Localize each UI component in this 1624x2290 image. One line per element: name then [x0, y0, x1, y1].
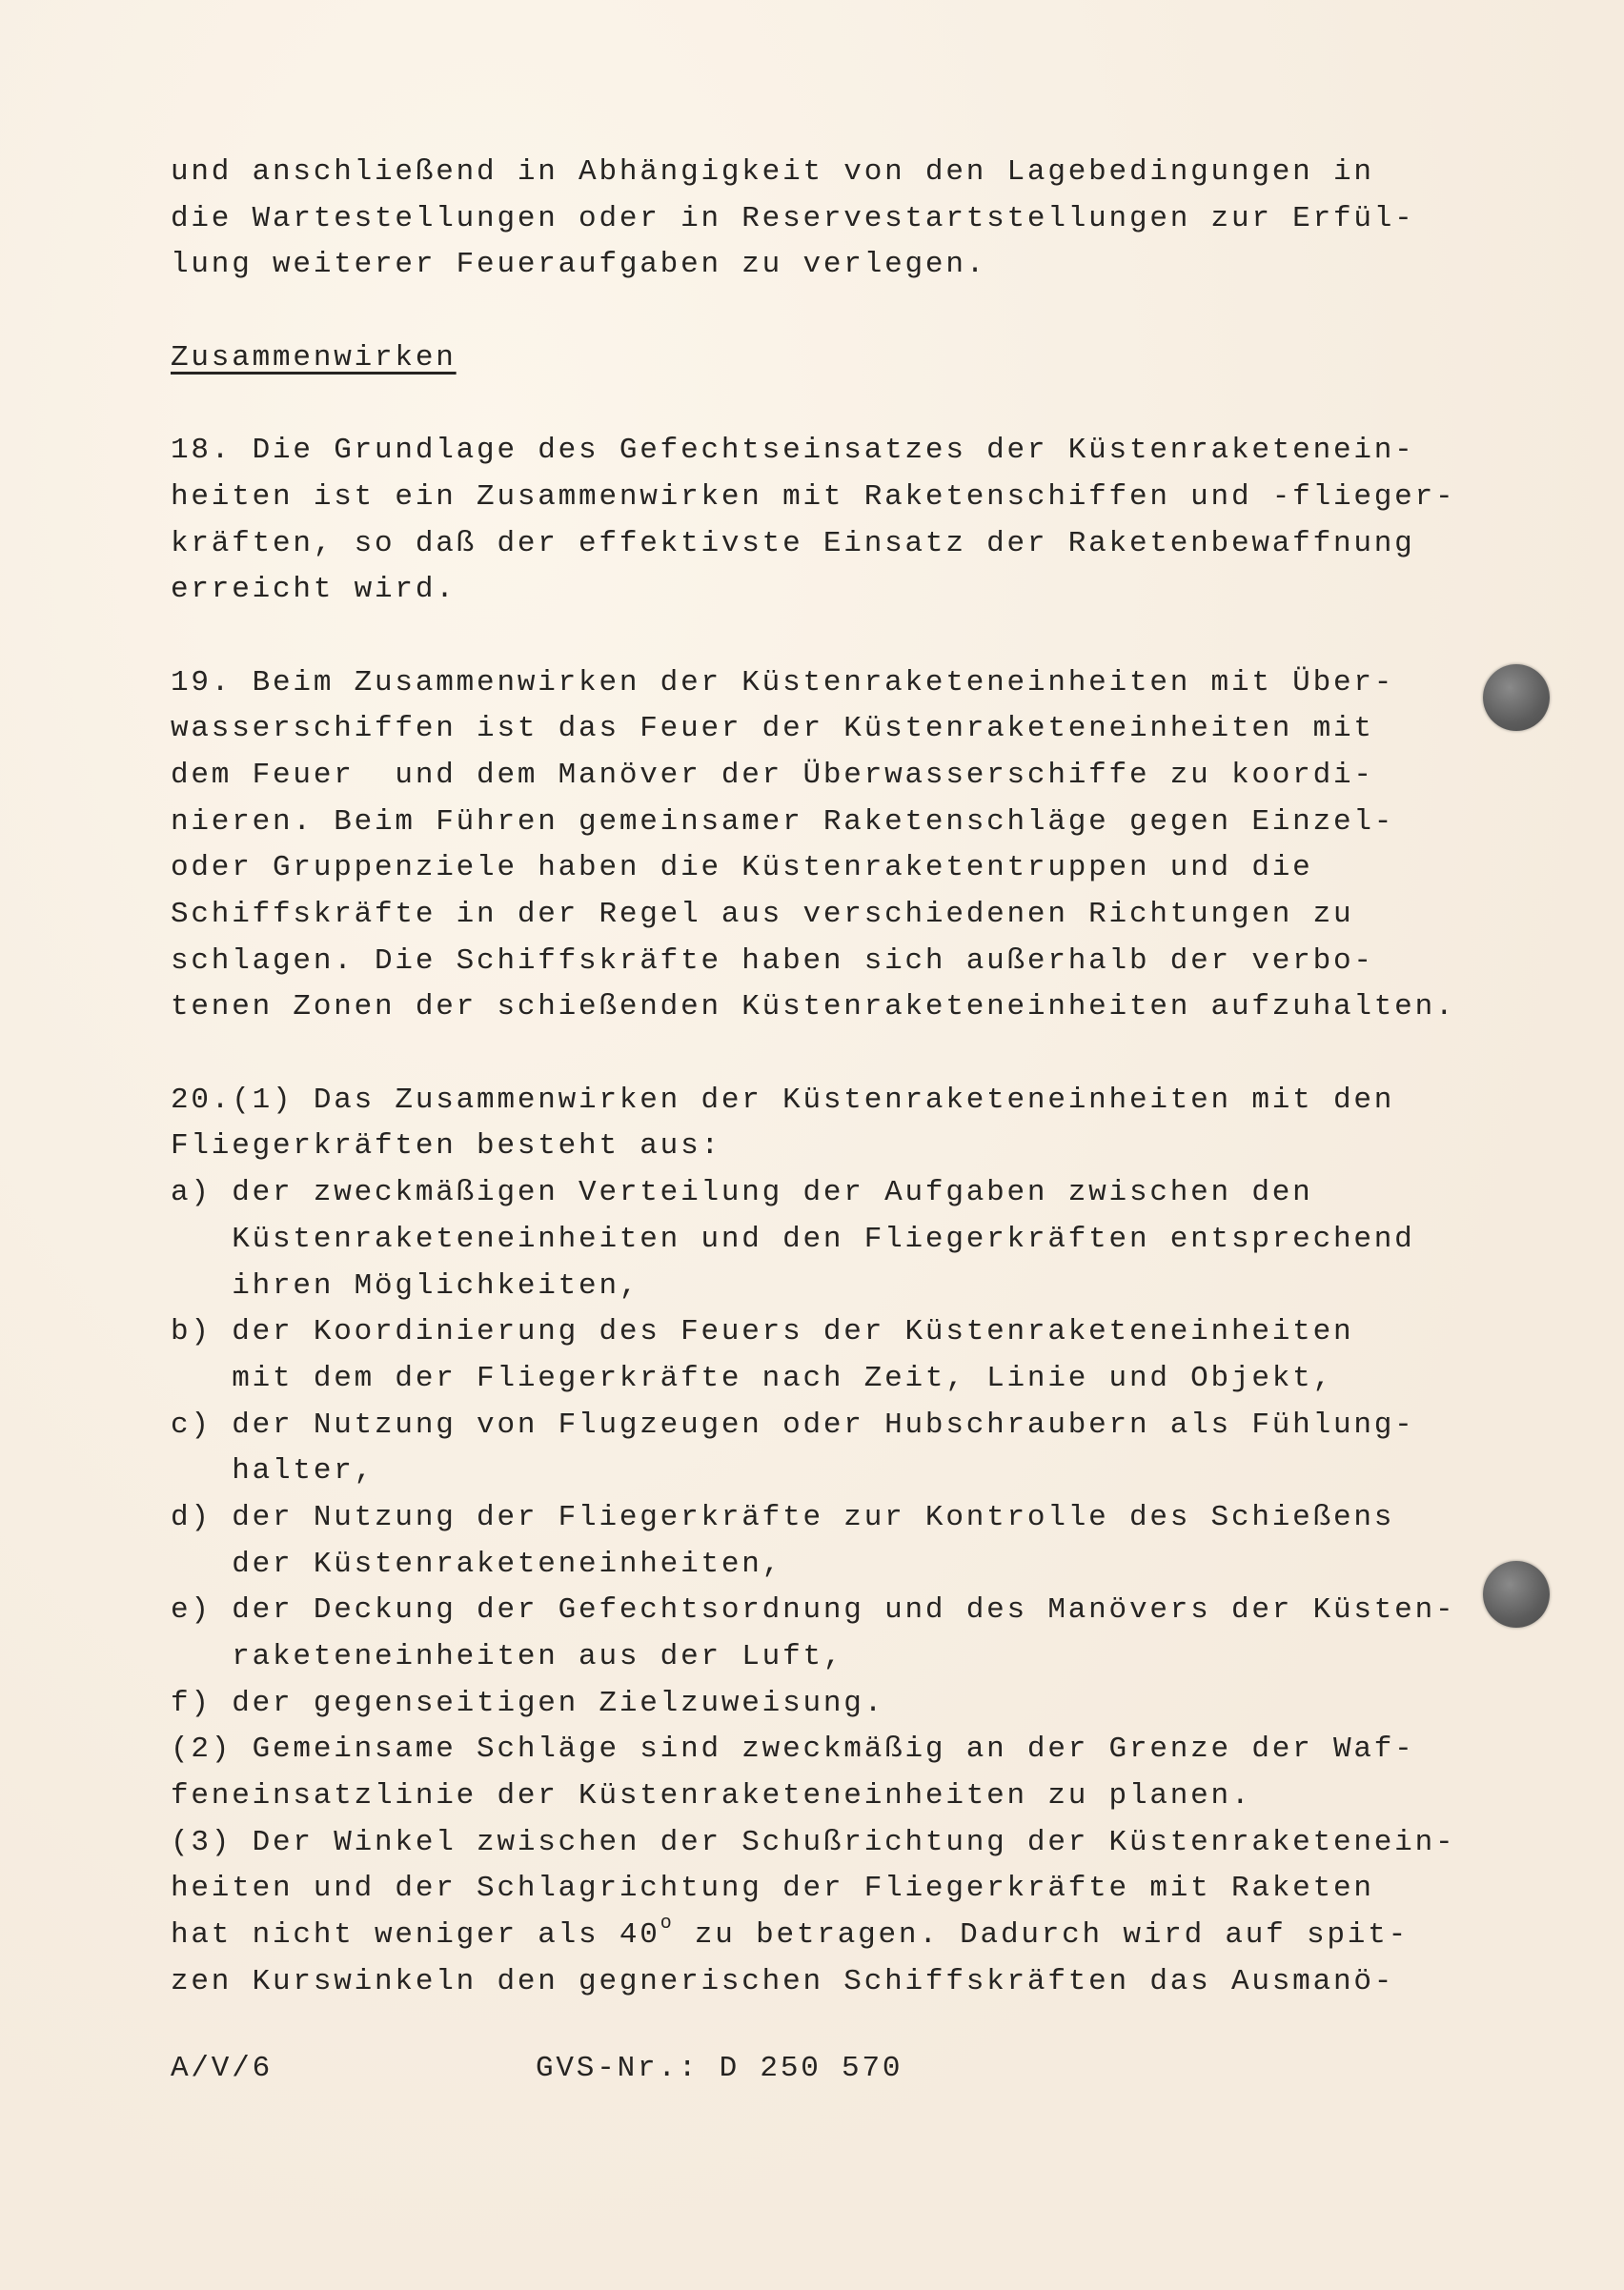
text-line [171, 1078, 1410, 1125]
line-text: hat nicht weniger als 40 [171, 1918, 660, 1953]
text-line [171, 1170, 1410, 1217]
blank-line [171, 1031, 1410, 1078]
line-text: Schiffskräfte in der Regel aus verschiedenen Richtungen zu [171, 898, 1354, 931]
text-line [171, 845, 1410, 892]
text-line [171, 1866, 1410, 1913]
line-text: Zusammenwirken [171, 340, 457, 375]
document-body [171, 150, 1456, 2006]
line-text: a) der zweckmäßigen Verteilung der Aufgaben zwischen den [171, 1176, 1313, 1210]
text-line [171, 753, 1410, 800]
line-text: f) der gegenseitigen Zielzuweisung. [171, 1686, 885, 1720]
line-text: der Küstenraketeneinheiten, [171, 1547, 783, 1581]
line-text: b) der Koordinierung des Feuers der Küstenraketeneinheiten [171, 1315, 1354, 1349]
line-text: Fliegerkräften besteht aus: [171, 1129, 721, 1164]
text-line [171, 1217, 1415, 1264]
blank-line [171, 289, 1410, 335]
text-line [171, 1403, 1415, 1449]
line-text: raketeneinheiten aus der Luft, [171, 1640, 844, 1673]
blank-line [171, 614, 1410, 660]
text-line [171, 1773, 1410, 1820]
line-text: (3) Der Winkel zwischen der Schußrichtung der Küstenraketenein- [171, 1825, 1456, 1859]
text-line [171, 1959, 1410, 2006]
text-line [171, 521, 1415, 568]
text-line [171, 1820, 1456, 1867]
line-text: ihren Möglichkeiten, [171, 1268, 640, 1303]
text-line [171, 567, 1410, 614]
line-text: die Wartestellungen oder in Reservestartstellungen zur Erfül- [171, 201, 1415, 235]
text-line [171, 1124, 1410, 1170]
gvs-number: GVS-Nr.: D 250 570 [536, 2052, 903, 2085]
line-text: und anschließend in Abhängigkeit von den Lagebedingungen in [171, 155, 1374, 189]
line-text: (2) Gemeinsame Schläge sind zweckmäßig an der Grenze der Waf- [171, 1733, 1415, 1767]
text-line [171, 660, 1410, 707]
text-line [171, 1264, 1410, 1310]
line-text: mit dem der Fliegerkräfte nach Zeit, Linie und Objekt, [171, 1361, 1333, 1395]
line-text: halter, [171, 1454, 376, 1489]
line-text: zen Kurswinkeln den gegnerischen Schiffskräften das Ausmanö- [171, 1964, 1395, 1998]
text-line [171, 892, 1410, 939]
line-text-continued: zu betragen. Dadurch wird auf spit- [674, 1918, 1410, 1953]
line-text: 19. Beim Zusammenwirken der Küstenraketeneinheiten mit Über- [171, 665, 1395, 699]
text-line [171, 242, 1410, 289]
line-text: heiten ist ein Zusammenwirken mit Raketenschiffen und -flieger- [171, 479, 1456, 514]
text-line [171, 428, 1415, 475]
blank-line [171, 381, 1410, 428]
text-line [171, 939, 1410, 985]
text-line [171, 984, 1456, 1031]
line-text: 20.(1) Das Zusammenwirken der Küstenraketeneinheiten mit den [171, 1083, 1395, 1117]
text-line [171, 196, 1415, 243]
line-text: kräften, so daß der effektivste Einsatz der Raketenbewaffnung [171, 526, 1415, 560]
punch-hole [1483, 664, 1550, 731]
line-text: oder Gruppenziele haben die Küstenraketentruppen und die [171, 851, 1313, 885]
text-line [171, 1727, 1415, 1773]
text-line [171, 1681, 1410, 1728]
line-text: erreicht wird. [171, 573, 457, 607]
degree-superscript: o [660, 1912, 675, 1935]
line-text: e) der Deckung der Gefechtsordnung und des Manövers der Küsten- [171, 1593, 1456, 1628]
line-text: dem Feuer und dem Manöver der Überwasserschiffe zu koordi- [171, 758, 1374, 792]
text-line [171, 1356, 1410, 1403]
document-code: A/V/6 [171, 2052, 274, 2085]
punch-hole [1483, 1561, 1550, 1628]
line-text: d) der Nutzung der Fliegerkräfte zur Kontrolle des Schießens [171, 1500, 1395, 1534]
line-text: 18. Die Grundlage des Gefechtseinsatzes der Küstenraketenein- [171, 434, 1415, 468]
line-text: lung weiterer Feueraufgaben zu verlegen. [171, 248, 987, 282]
text-line [171, 1449, 1410, 1495]
section-heading [171, 335, 1410, 382]
line-text: Küstenraketeneinheiten und den Fliegerkräften entsprechend [171, 1222, 1415, 1256]
line-text: heiten und der Schlagrichtung der Fliegerkräfte mit Raketen [171, 1872, 1374, 1906]
text-line [171, 1634, 1410, 1681]
line-text: feneinsatzlinie der Küstenraketeneinheiten zu planen. [171, 1779, 1252, 1814]
text-line [171, 1309, 1410, 1356]
text-line [171, 1588, 1456, 1634]
line-text: schlagen. Die Schiffskräfte haben sich außerhalb der verbo- [171, 943, 1374, 978]
line-text: c) der Nutzung von Flugzeugen oder Hubschraubern als Fühlung- [171, 1408, 1415, 1442]
text-line [171, 1542, 1410, 1589]
line-text: wasserschiffen ist das Feuer der Küstenraketeneinheiten mit [171, 712, 1374, 746]
text-line [171, 706, 1410, 753]
text-line [171, 1495, 1410, 1542]
line-text: tenen Zonen der schießenden Küstenraketeneinheiten aufzuhalten. [171, 990, 1456, 1024]
text-line [171, 800, 1410, 846]
text-line [171, 150, 1410, 196]
page-footer [171, 2046, 1410, 2093]
text-line [171, 1913, 1410, 1959]
line-text: nieren. Beim Führen gemeinsamer Raketenschläge gegen Einzel- [171, 804, 1395, 839]
text-line [171, 475, 1456, 521]
